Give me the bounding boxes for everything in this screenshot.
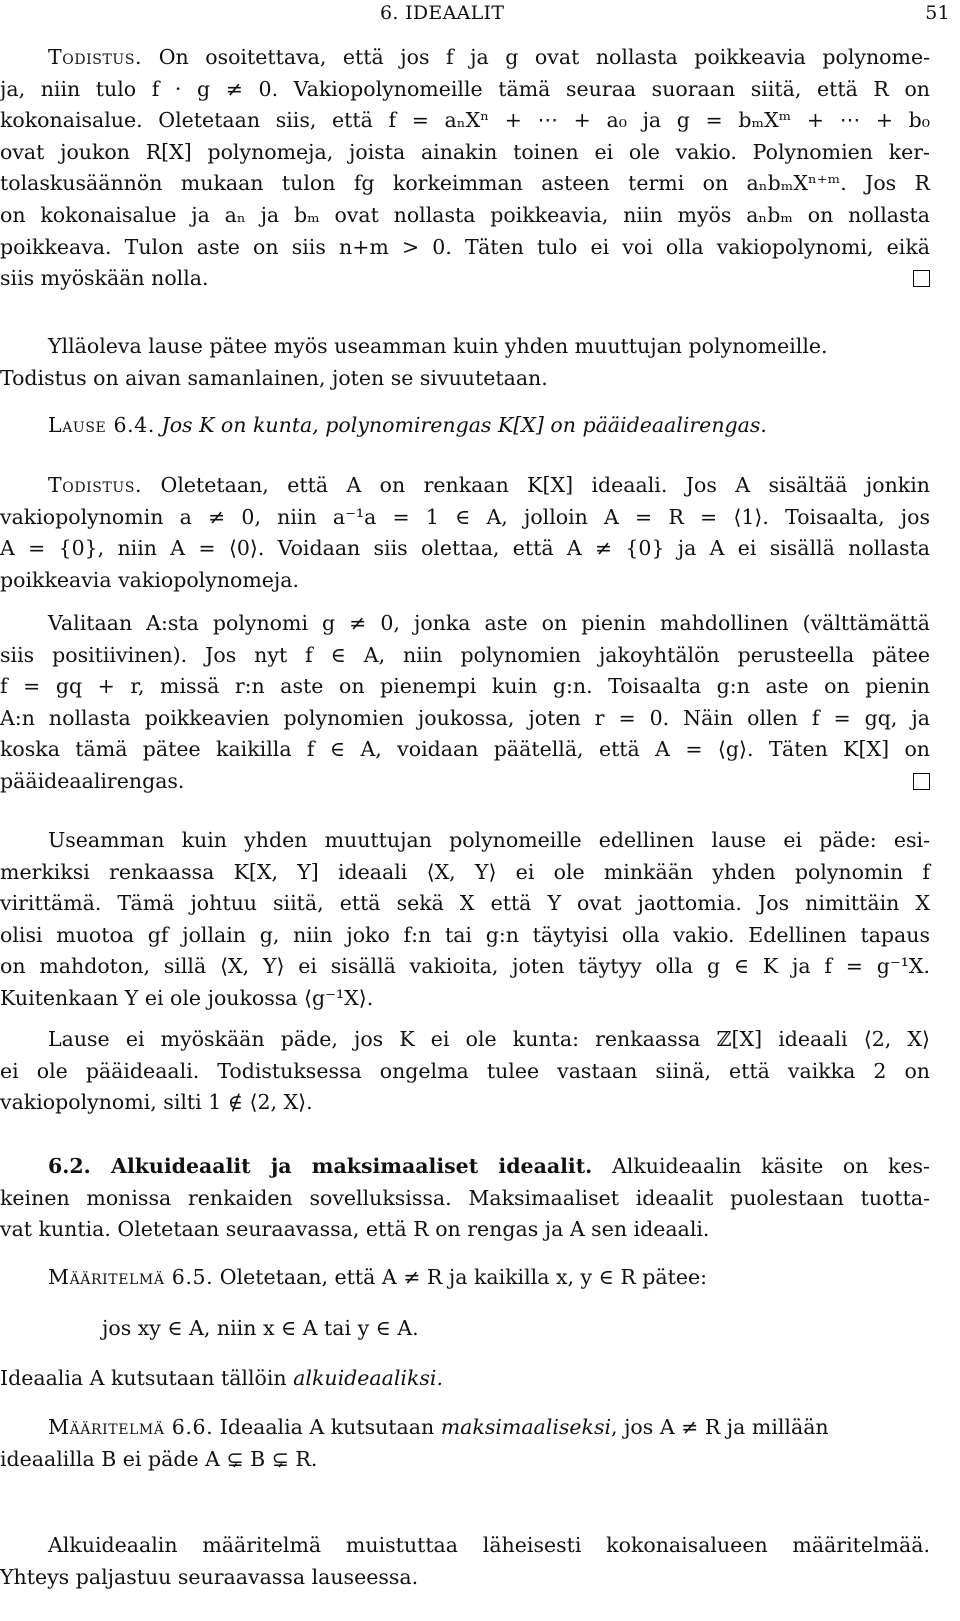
theorem-6-4 — [0, 410, 930, 442]
defined-term: alkuideaaliksi. — [293, 1366, 443, 1390]
proof-heading: Todistus. — [48, 473, 143, 497]
proof-1: Todistus. On osoitettava, että jos f ja g ovat nollasta poikkeavia polynome- ja, niin tulo f · g ≠ 0. Vakiopolynomeille tämä seuraa suoraan siitä, että R on kokonaisalue. Oletetaan siis, että f = aₙXⁿ + ⋯ + a₀ ja g = bₘXᵐ + ⋯ + b₀ ovat joukon R[X] polynomeja, joista ainakin toinen ei ole vakio. Polynomien ker- tolaskusäännön mukaan tulon fg korkeimman asteen termi on aₙbₘXⁿ⁺ᵐ. Jos R on kokonaisalue ja aₙ ja bₘ ovat nollasta poikkeavia, niin myös aₙbₘ on nollasta poikkeava. Tulon aste on siis n+m > 0. Täten tulo ei voi olla vakiopolynomi, eikä siis myöskään nolla. — [0, 45, 930, 291]
definition-6-5-conclusion: Ideaalia A kutsutaan tällöin alkuideaaliksi. — [0, 1366, 443, 1390]
page-number: 51 — [925, 2, 950, 24]
definition-6-5-display: jos xy ∈ A, niin x ∈ A tai y ∈ A. — [102, 1316, 419, 1340]
qed-box-icon — [913, 270, 930, 287]
remark-1: Ylläoleva lause pätee myös useamman kuin yhden muuttujan polynomeille. Todistus on aivan samanlainen, joten se sivuutetaan. — [0, 334, 828, 390]
definition-6-6: Määritelmä 6.6. Ideaalia A kutsutaan maksimaaliseksi, jos A ≠ R ja millään ideaalilla B ei päde A ⊊ B ⊊ R. — [0, 1415, 829, 1471]
theorem-statement: Jos K on kunta, polynomirengas K[X] on pääideaalirengas. — [161, 413, 767, 437]
qed-box-icon — [913, 773, 930, 790]
running-header: 6. IDEAALIT — [380, 2, 505, 24]
defined-term: maksimaaliseksi — [440, 1415, 612, 1439]
proof-2: Todistus. Oletetaan, että A on renkaan K[X] ideaali. Jos A sisältää jonkin vakiopolynomin a ≠ 0, niin a⁻¹a = 1 ∈ A, jolloin A = R = ⟨1⟩. Toisaalta, jos A = {0}, niin A = ⟨0⟩. Voidaan siis olettaa, että A ≠ {0} ja A ei sisällä nollasta poikkeavia vakiopolynomeja. — [0, 473, 930, 592]
definition-label: Määritelmä 6.5. — [48, 1265, 214, 1289]
remark-2: Useamman kuin yhden muuttujan polynomeille edellinen lause ei päde: esi- merkiksi renkaassa K[X, Y] ideaali ⟨X, Y⟩ ei ole minkään yhden polynomin f virittämä. Tämä johtuu siitä, että sekä X että Y ovat jaottomia. Jos nimittäin X olisi muotoa gf jollain g, niin joko f:n tai g:n täytyisi olla vakio. Edellinen tapaus on mahdoton, sillä ⟨X, Y⟩ ei sisällä vakioita, joten täytyy olla g ∈ K ja f = g⁻¹X. Kuitenkaan Y ei ole joukossa ⟨g⁻¹X⟩. — [0, 828, 930, 1010]
proof-heading: Todistus. — [48, 45, 143, 69]
theorem-label: Lause 6.4. — [48, 413, 155, 437]
closing-paragraph: Alkuideaalin määritelmä muistuttaa läheisesti kokonaisalueen määritelmää. Yhteys paljastuu seuraavassa lauseessa. — [0, 1533, 930, 1589]
section-title: 6.2. Alkuideaalit ja maksimaaliset ideaalit. — [48, 1154, 593, 1178]
definition-6-5: Määritelmä 6.5. Oletetaan, että A ≠ R ja kaikilla x, y ∈ R pätee: — [48, 1265, 708, 1289]
definition-label: Määritelmä 6.6. — [48, 1415, 214, 1439]
section-6-2: 6.2. Alkuideaalit ja maksimaaliset ideaalit. Alkuideaalin käsite on kes- keinen monissa renkaiden sovelluksissa. Maksimaaliset ideaalit puolestaan tuotta- vat kuntia. Oletetaan seuraavassa, että R on rengas ja A sen ideaali. — [0, 1154, 930, 1242]
remark-3: Lause ei myöskään päde, jos K ei ole kunta: renkaassa ℤ[X] ideaali ⟨2, X⟩ ei ole pääideaali. Todistuksessa ongelma tulee vastaan siinä, että vaikka 2 on vakiopolynomi, silti 1 ∉ ⟨2, X⟩. — [0, 1027, 930, 1115]
proof-2-paragraph-2: Valitaan A:sta polynomi g ≠ 0, jonka aste on pienin mahdollinen (välttämättä siis positiivinen). Jos nyt f ∈ A, niin polynomien jakoyhtälön perusteella pätee f = gq + r, missä r:n aste on pienempi kuin g:n. Toisaalta g:n aste on pienin A:n nollasta poikkeavien polynomien joukossa, joten r = 0. Näin ollen f = gq, ja koska tämä pätee kaikilla f ∈ A, voidaan päätellä, että A = ⟨g⟩. Täten K[X] on pääideaalirengas. — [0, 611, 930, 793]
